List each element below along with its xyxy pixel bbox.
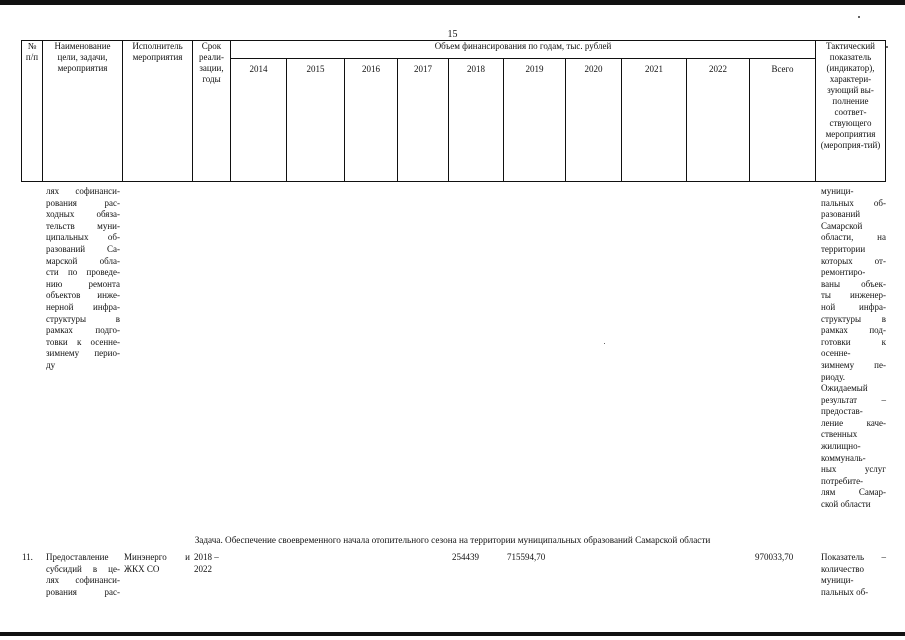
text-line: ду (46, 359, 56, 370)
text-line: объектов инже- (46, 290, 120, 301)
text-line: Показатель – (821, 552, 886, 562)
text-line: коммуналь- (821, 452, 866, 463)
header-indicator: Тактический показатель (индикатор), характери-зующий вы-полнение соответ-ствующего мероприятия (мероприя-тий) (816, 41, 886, 182)
row-11-executor (124, 552, 190, 575)
text-line: результат – (821, 394, 886, 405)
text-line: предостав- (821, 406, 863, 417)
row-11-num: 11. (22, 552, 33, 562)
row-11-term (194, 552, 219, 575)
header-funding: Объем финансирования по годам, тыс. рублей (231, 41, 816, 59)
text-line: лях софинанси- (46, 575, 120, 586)
text-line: лям Самар- (821, 487, 886, 498)
header-num: № п/п (22, 41, 43, 182)
header-year-2015: 2015 (287, 59, 345, 182)
text-line: субсидий в це- (46, 563, 120, 574)
text-line: Минэнерго и (124, 552, 190, 562)
text-line: ты инженер- (821, 290, 886, 301)
header-year-2019: 2019 (504, 59, 566, 182)
text-line: ление каче- (821, 417, 886, 428)
text-line: пальных об- (821, 586, 869, 597)
continuation-indicator-text (821, 186, 886, 511)
header-year-2021: 2021 (622, 59, 687, 182)
header-term: Срок реали-зации, годы (193, 41, 231, 182)
row-11-name (46, 552, 120, 598)
text-line: сти по проведе- (46, 267, 120, 278)
text-line: ходных обяза- (46, 209, 120, 220)
text-line: рования рас- (46, 197, 120, 208)
text-line: нерной инфра- (46, 301, 120, 312)
text-line: ной инфра- (821, 301, 886, 312)
text-line: пальных об- (821, 197, 886, 208)
text-line: нию ремонта (46, 278, 120, 289)
text-line: рамках подго- (46, 325, 120, 336)
text-line: разований (821, 209, 861, 220)
text-line: структуры в (46, 313, 120, 324)
text-line: ных услуг (821, 464, 886, 475)
scan-border-top (0, 0, 905, 5)
scan-border-bottom (0, 632, 905, 636)
row-11-value-total: 970033,70 (755, 552, 794, 562)
funding-table-header (21, 40, 886, 182)
text-line: 2018 – (194, 552, 219, 562)
text-line: структуры в (821, 313, 886, 324)
text-line: риоду. (821, 371, 845, 382)
header-year-2016: 2016 (345, 59, 398, 182)
text-line: ственных (821, 429, 858, 440)
text-line: осенне- (821, 348, 851, 359)
header-year-2017: 2017 (398, 59, 449, 182)
text-line: ской области (821, 499, 871, 510)
scan-speck (886, 46, 888, 48)
text-line: количество (821, 563, 864, 574)
text-line: жилищно- (821, 441, 861, 452)
scan-speck (604, 343, 605, 344)
text-line: потребите- (821, 475, 864, 486)
text-line: ципальных об- (46, 232, 120, 243)
row-11-value-2019: 715594,70 (507, 552, 546, 562)
text-line: которых от- (821, 255, 886, 266)
text-line: рования рас- (46, 586, 120, 597)
text-line: муници- (821, 186, 854, 196)
text-line: рамках под- (821, 325, 886, 336)
text-line: ремонтиро- (821, 267, 866, 278)
scan-speck (858, 16, 860, 18)
text-line: Ожидаемый (821, 383, 868, 394)
header-year-2022: 2022 (687, 59, 750, 182)
text-line: зимнему пе- (821, 359, 886, 370)
header-year-2018: 2018 (449, 59, 504, 182)
text-line: муници- (821, 575, 854, 586)
text-line: области, на (821, 232, 886, 243)
row-11-value-2018: 254439 (452, 552, 479, 562)
header-executor: Исполнитель мероприятия (123, 41, 193, 182)
text-line: разований Са- (46, 243, 120, 254)
text-line: марской обла- (46, 255, 120, 266)
header-total: Всего (750, 59, 816, 182)
text-line: Предоставление (46, 552, 109, 562)
text-line: зимнему перио- (46, 348, 120, 359)
text-line: Самарской (821, 220, 863, 231)
text-line: товки к осенне- (46, 336, 120, 347)
header-name: Наименование цели, задачи, мероприятия (43, 41, 123, 182)
text-line: ЖКХ СО (124, 563, 160, 574)
continuation-name-text (46, 186, 120, 372)
header-year-2014: 2014 (231, 59, 287, 182)
row-11-indicator (821, 552, 886, 598)
text-line: готовки к (821, 336, 886, 347)
text-line: ваны объек- (821, 278, 886, 289)
header-year-2020: 2020 (566, 59, 622, 182)
text-line: тельств муни- (46, 220, 120, 231)
text-line: 2022 (194, 563, 212, 574)
task-heading: Задача. Обеспечение своевременного начала отопительного сезона на территории муниципальных образований Самарской области (194, 535, 711, 545)
text-line: лях софинанси- (46, 186, 120, 196)
page-number: 15 (447, 29, 458, 40)
text-line: территории (821, 243, 866, 254)
